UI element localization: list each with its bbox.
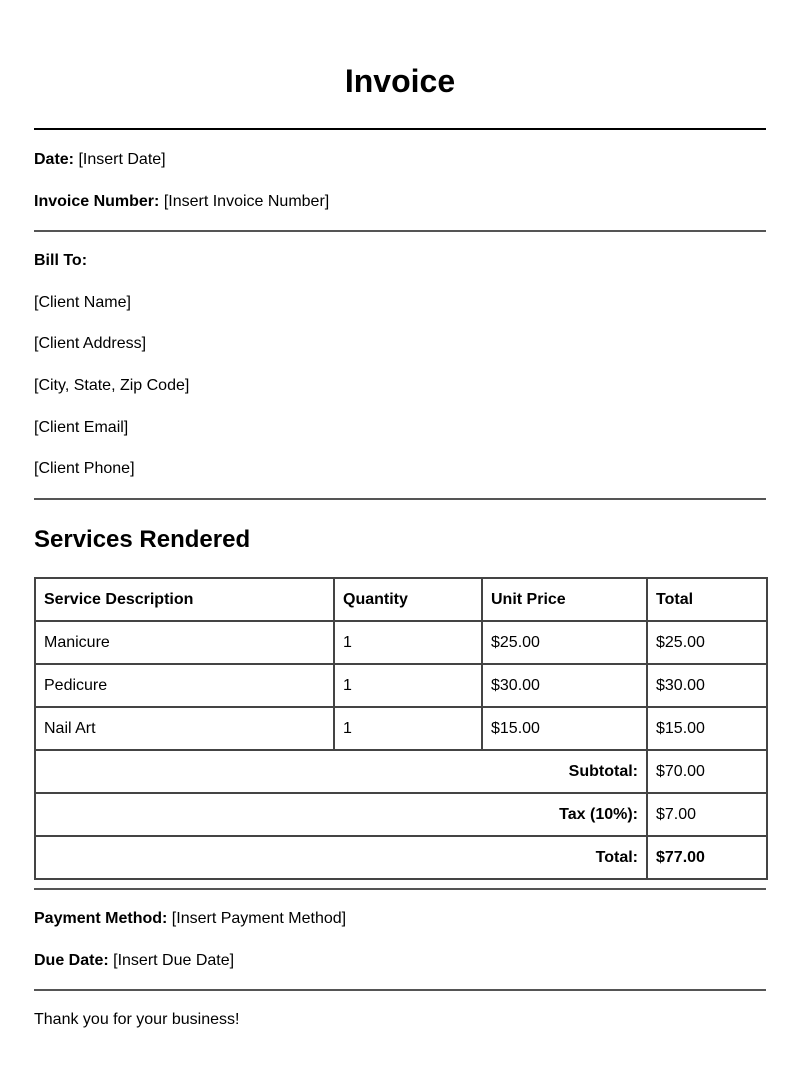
divider	[34, 989, 766, 991]
divider	[34, 230, 766, 232]
service-description: Pedicure	[35, 664, 334, 707]
service-description: Nail Art	[35, 707, 334, 750]
bill-to-label: Bill To:	[34, 252, 88, 269]
subtotal-row	[35, 750, 767, 793]
service-quantity: 1	[334, 664, 482, 707]
divider	[34, 128, 766, 130]
client-city-state-zip: [City, State, Zip Code]	[34, 377, 190, 394]
invoice-number-label: Invoice Number:	[34, 193, 160, 210]
invoice-number-line	[34, 193, 766, 211]
table-row	[35, 707, 767, 750]
date-line	[34, 151, 766, 169]
thank-you-note: Thank you for your business!	[34, 1011, 240, 1028]
service-unit-price: $25.00	[482, 621, 647, 664]
client-address: [Client Address]	[34, 335, 147, 352]
bill-to-label-line	[34, 252, 766, 270]
column-header: Total	[647, 578, 767, 621]
payment-method-value: [Insert Payment Method]	[171, 910, 347, 927]
total-label: Total:	[35, 836, 647, 879]
page-title: Invoice	[344, 63, 456, 99]
due-date-line	[34, 952, 766, 970]
column-header: Quantity	[334, 578, 482, 621]
due-date-label: Due Date:	[34, 952, 109, 969]
divider	[34, 888, 766, 890]
table-header-row	[35, 578, 767, 621]
service-quantity: 1	[334, 707, 482, 750]
service-unit-price: $15.00	[482, 707, 647, 750]
service-total: $30.00	[647, 664, 767, 707]
tax-row	[35, 793, 767, 836]
service-total: $15.00	[647, 707, 767, 750]
subtotal-value: $70.00	[647, 750, 767, 793]
client-name: [Client Name]	[34, 294, 131, 311]
service-unit-price: $30.00	[482, 664, 647, 707]
total-value: $77.00	[647, 836, 767, 879]
client-email: [Client Email]	[34, 419, 129, 436]
divider	[34, 498, 766, 500]
payment-method-label: Payment Method:	[34, 910, 168, 927]
services-heading: Services Rendered	[34, 526, 251, 553]
service-description: Manicure	[35, 621, 334, 664]
column-header: Service Description	[35, 578, 334, 621]
client-phone: [Client Phone]	[34, 460, 135, 477]
total-row	[35, 836, 767, 879]
service-total: $25.00	[647, 621, 767, 664]
tax-label: Tax (10%):	[35, 793, 647, 836]
due-date-value: [Insert Due Date]	[113, 952, 235, 969]
service-quantity: 1	[334, 621, 482, 664]
table-row	[35, 664, 767, 707]
date-value: [Insert Date]	[78, 151, 166, 168]
subtotal-label: Subtotal:	[35, 750, 647, 793]
tax-value: $7.00	[647, 793, 767, 836]
column-header: Unit Price	[482, 578, 647, 621]
table-row	[35, 621, 767, 664]
services-table	[34, 577, 768, 880]
invoice-number-value: [Insert Invoice Number]	[163, 193, 330, 210]
payment-method-line	[34, 910, 766, 928]
date-label: Date:	[34, 151, 75, 168]
